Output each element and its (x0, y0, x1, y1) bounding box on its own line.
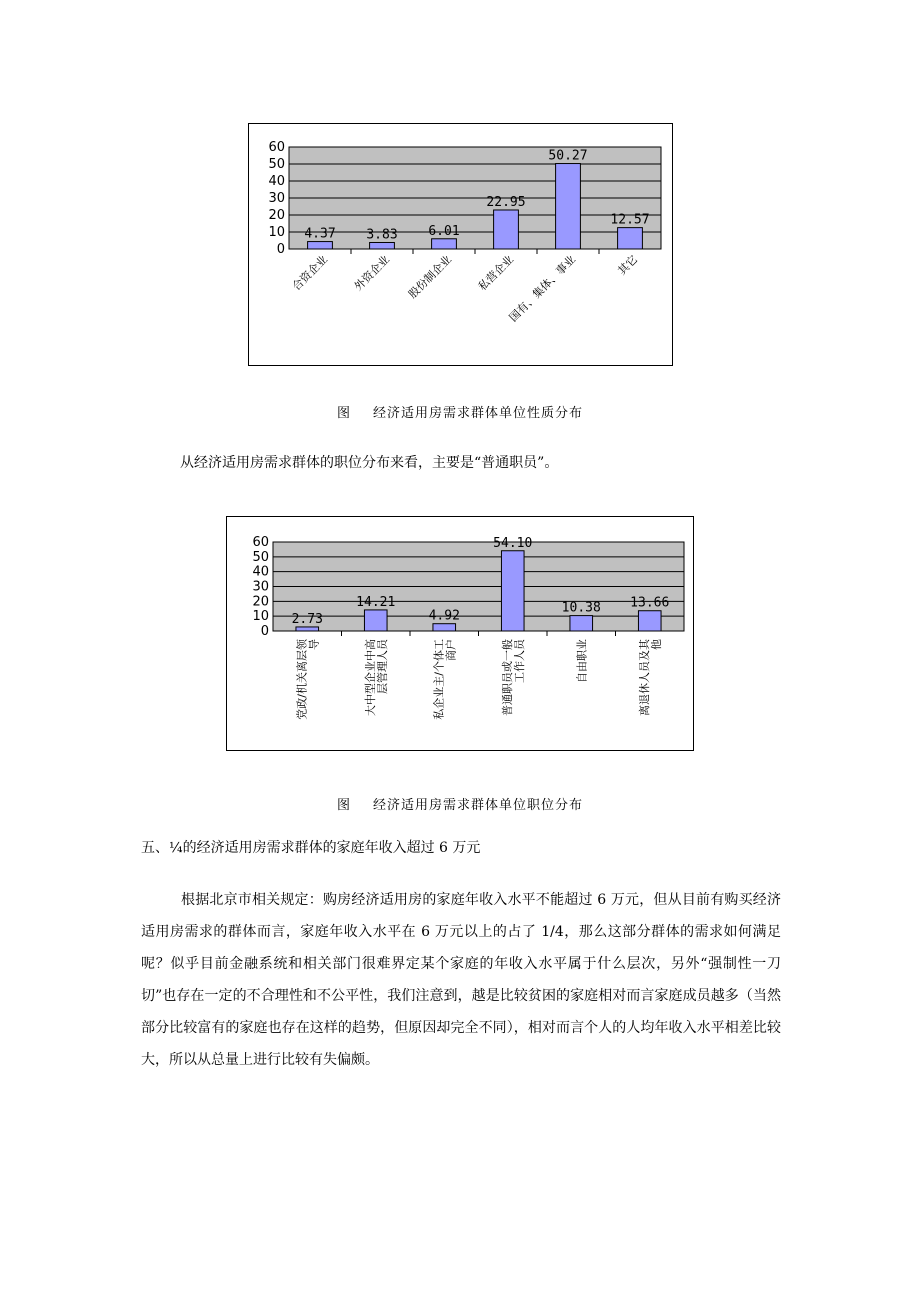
x-tick-label: 私营企业 (475, 252, 517, 294)
y-tick-label: 40 (252, 564, 269, 580)
y-tick-label: 20 (268, 208, 285, 223)
data-label: 10.38 (561, 600, 601, 616)
bar (433, 624, 456, 631)
position-chart-svg (227, 517, 693, 750)
figure-1-caption-text: 经济适用房需求群体单位性质分布 (373, 406, 584, 421)
figure-1-label: 图 (336, 406, 351, 421)
x-tick-label: 合资企业 (289, 252, 331, 294)
x-tick-label: 工作人员 (512, 639, 526, 683)
bar (494, 210, 519, 249)
figure-1-caption (0, 402, 920, 421)
x-tick-label: 股份制企业 (406, 252, 455, 302)
y-tick-label: 40 (268, 174, 285, 189)
bar (432, 239, 457, 249)
x-tick-label: 层管理人员 (375, 639, 389, 694)
y-tick-label: 60 (252, 535, 269, 550)
bar (501, 551, 524, 631)
x-tick-label: 普通职员或一般 (500, 639, 514, 716)
body-paragraph: 根据北京市相关规定：购房经济适用房的家庭年收入水平不能超过 6 万元，但从目前有购买经济适用房需求的群体而言，家庭年收入水平在 6 万元以上的占了 1/4，那么这部分群体的需求如何满足呢？似乎目前金融系统和相关部门很难界定某个家庭的年收入水平属于什么层次，另外“强制性一刀切”也存在一定的不合理性和不公平性，我们注意到，越是比较贫困的家庭相对而言家庭成员越多（当然部分比较富有的家庭也存在这样的趋势，但原因却完全不同），相对而言个人的人均年收入水平相差比较大，所以从总量上进行比较有失偏颇。 (141, 892, 781, 1068)
y-tick-label: 30 (252, 579, 269, 595)
x-tick-label: 自由职业 (575, 639, 589, 683)
figure-2-caption (0, 794, 920, 813)
y-tick-label: 20 (252, 594, 269, 610)
bar (308, 242, 333, 249)
y-tick-label: 0 (260, 624, 269, 639)
y-tick-label: 30 (268, 191, 285, 206)
data-label: 12.57 (610, 212, 650, 228)
figure-2-label: 图 (336, 798, 351, 813)
bar (638, 611, 661, 631)
section-heading: 五、¼的经济适用房需求群体的家庭年收入超过 6 万元 (141, 840, 481, 856)
x-tick-label: 国有、集体、事业 (506, 252, 579, 325)
data-label: 14.21 (356, 594, 396, 610)
data-label: 54.10 (493, 535, 533, 551)
data-label: 2.73 (291, 611, 323, 627)
intro-paragraph: 从经济适用房需求群体的职位分布来看，主要是“普通职员”。 (180, 455, 559, 471)
data-label: 6.01 (428, 223, 460, 239)
x-tick-label: 大中型企业中高 (363, 639, 377, 716)
bar (296, 627, 319, 631)
y-tick-label: 50 (252, 549, 269, 565)
x-tick-label: 外资企业 (351, 252, 393, 294)
bar (370, 242, 395, 249)
data-label: 3.83 (366, 227, 398, 243)
x-tick-label: 党政/机关离层领 (295, 639, 309, 720)
figure-2-caption-text: 经济适用房需求群体单位职位分布 (373, 798, 584, 813)
y-tick-label: 50 (268, 157, 285, 172)
data-label: 50.27 (548, 148, 588, 164)
y-tick-label: 0 (276, 242, 285, 257)
y-tick-label: 10 (252, 609, 269, 625)
bar (618, 228, 643, 249)
data-label: 22.95 (486, 194, 526, 210)
bar (556, 164, 581, 249)
data-label: 13.66 (630, 595, 670, 611)
x-tick-label: 商户 (444, 639, 458, 661)
unit-nature-chart-svg (249, 124, 672, 365)
unit-nature-bar-chart (248, 123, 673, 366)
x-tick-label: 其它 (615, 252, 641, 278)
x-tick-label: 他 (649, 639, 663, 650)
data-label: 4.92 (428, 608, 460, 624)
x-tick-label: 离退休人员及其 (637, 639, 651, 716)
x-tick-label: 导 (307, 639, 321, 650)
bar (364, 610, 387, 631)
position-bar-chart (226, 516, 694, 751)
data-label: 4.37 (304, 226, 336, 242)
y-tick-label: 60 (268, 140, 285, 155)
bar (570, 616, 593, 631)
y-tick-label: 10 (268, 225, 285, 240)
x-tick-label: 私企业主/个体工 (432, 639, 446, 720)
